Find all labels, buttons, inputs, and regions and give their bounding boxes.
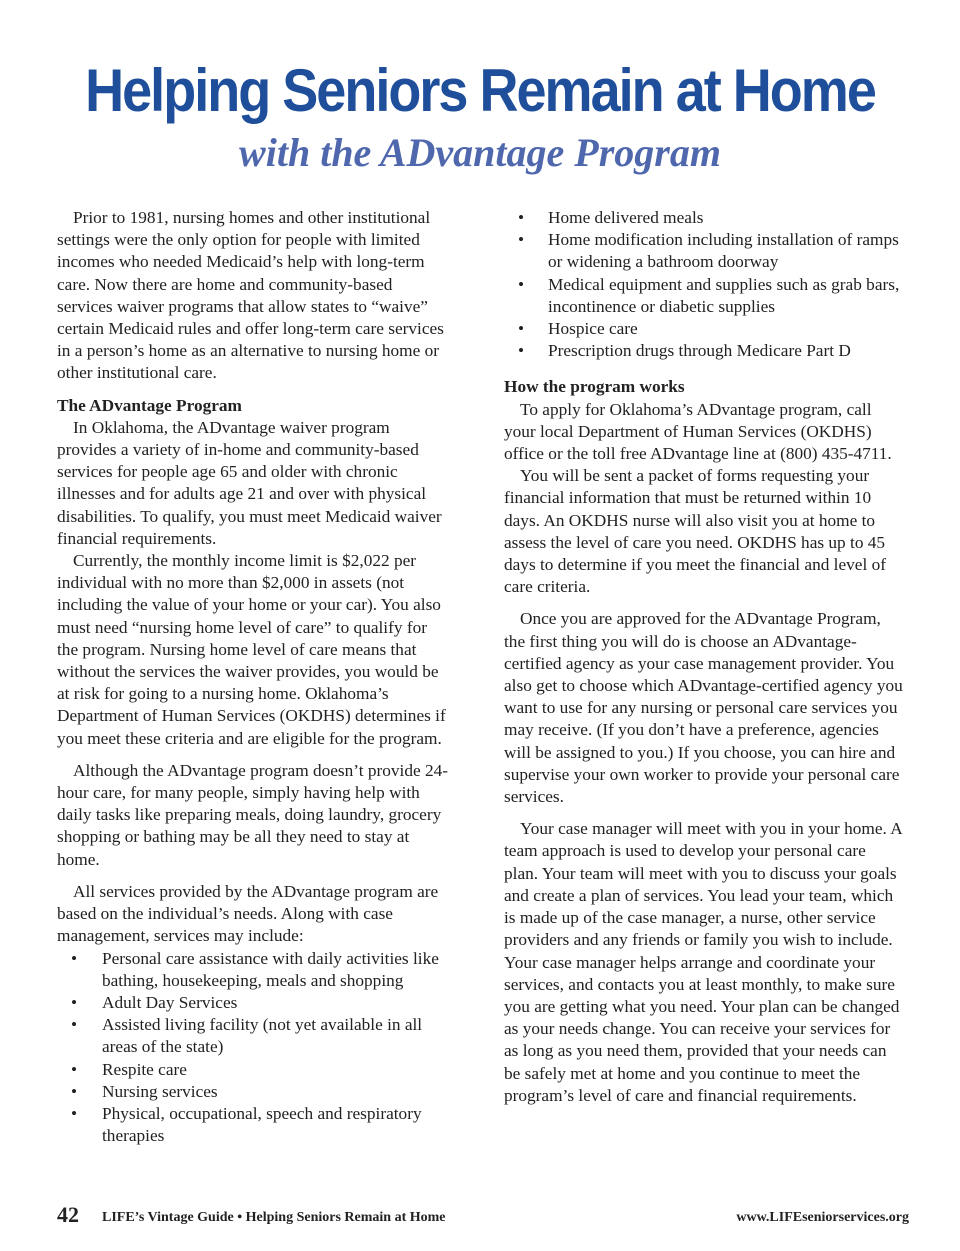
body-paragraph: You will be sent a packet of forms requesting your financial information that must be returned within 10 days. An OKDHS nurse will also visit you at home to assess the level of care you need. OKDHS has up to 45 days to determine if you meet the financial and level of care criteria. xyxy=(504,466,886,597)
body-paragraph: In Oklahoma, the ADvantage waiver program provides a variety of in-home and community-based services for people age 65 and older with chronic illnesses and for adults age 21 and over with physical disabilities. To qualify, you must meet Medicaid waiver financial requirements. xyxy=(57,417,442,548)
list-item-text: Home delivered meals xyxy=(548,208,704,227)
list-item-text: Hospice care xyxy=(548,319,638,339)
list-item xyxy=(504,318,904,340)
bullet-icon: • xyxy=(518,319,525,339)
footer-guide-title: LIFE’s Vintage Guide • Helping Seniors Remain at Home xyxy=(102,1210,446,1225)
list-item xyxy=(57,992,452,1014)
list-item-text: Home modification including installation of ramps or widening a bathroom doorway xyxy=(548,230,899,272)
left-column xyxy=(57,207,452,1147)
list-item-text: Medical equipment and supplies such as grab bars, incontinence or diabetic supplies xyxy=(548,274,900,316)
section-heading-advantage-program: The ADvantage Program xyxy=(57,395,242,415)
page-number: 42 xyxy=(57,1202,79,1227)
services-list-continued xyxy=(504,207,904,362)
bullet-icon: • xyxy=(71,1081,78,1101)
list-item xyxy=(57,1014,452,1058)
list-item-text: Physical, occupational, speech and respiratory therapies xyxy=(102,1103,422,1146)
list-item xyxy=(57,1059,452,1081)
body-paragraph: Although the ADvantage program doesn’t provide 24-hour care, for many people, simply having help with daily tasks like preparing meals, doing laundry, grocery shopping or bathing may be all they need to stay at home. xyxy=(57,760,448,869)
body-paragraph: All services provided by the ADvantage program are based on the individual’s needs. Along with case management, services may include: xyxy=(57,881,439,946)
bullet-icon: • xyxy=(71,1059,78,1079)
intro-paragraph: Prior to 1981, nursing homes and other institutional settings were the only option for people with limited incomes who needed Medicaid’s help with long-term care. Now there are home and community-based services waiver programs that allow states to “waive” certain Medicaid rules and offer long-term care services in a person’s home as an alternative to nursing home or other institutional care. xyxy=(57,208,444,383)
page-title: Helping Seniors Remain at Home xyxy=(85,57,875,124)
footer-url-link[interactable]: www.LIFEseniorservices.org xyxy=(736,1210,909,1225)
page-footer xyxy=(57,1201,909,1231)
list-item xyxy=(504,340,904,362)
body-paragraph: Your case manager will meet with you in your home. A team approach is used to develop your personal care plan. Your team will meet with you to discuss your goals and create a plan of services. You lead your team, which is made up of the case manager, a nurse, other service providers and any friends or family you wish to include. Your case manager helps arrange and coordinate your services, and contacts you at least monthly, to make sure you are getting what you need. Your plan can be changed as your needs change. You can receive your services for as long as you need them, provided that your needs can be safely met at home and you continue to meet the program’s level of care and financial requirements. xyxy=(504,819,902,1105)
section-heading-how-program-works: How the program works xyxy=(504,377,685,397)
bullet-icon: • xyxy=(518,274,525,294)
body-paragraph: Once you are approved for the ADvantage Program, the first thing you will do is choose an ADvantage-certified agency as your case management provider. You also get to choose which ADvantage-certified agency you want to use for any nursing or personal care services you may receive. (If you don’t have a preference, agencies will be assigned to you.) If you choose, you can hire and supervise your own worker to provide your personal care services. xyxy=(504,609,903,807)
list-item xyxy=(57,948,452,992)
bullet-icon: • xyxy=(518,208,525,227)
bullet-icon: • xyxy=(518,341,525,361)
right-column xyxy=(504,207,904,1107)
list-item-text: Assisted living facility (not yet available in all areas of the state) xyxy=(102,1015,423,1057)
bullet-icon: • xyxy=(71,948,78,968)
body-paragraph: To apply for Oklahoma’s ADvantage program, call your local Department of Human Services (OKDHS) office or the toll free ADvantage line at (800) 435-4711. xyxy=(504,399,892,464)
list-item-text: Personal care assistance with daily activities like bathing, housekeeping, meals and shopping xyxy=(102,948,439,990)
list-item-text: Respite care xyxy=(102,1059,187,1079)
list-item xyxy=(504,207,904,229)
list-item xyxy=(57,1103,452,1147)
body-paragraph: Currently, the monthly income limit is $2,022 per individual with no more than $2,000 in assets (not including the value of your home or your car). You also must need “nursing home level of care” to qualify for the program. Nursing home level of care means that without the services the waiver provides, you would be at risk for going to a nursing home. Oklahoma’s Department of Human Services (OKDHS) determines if you meet these criteria and are eligible for the program. xyxy=(57,551,446,748)
list-item xyxy=(504,229,904,273)
bullet-icon: • xyxy=(71,1103,78,1123)
services-list xyxy=(57,948,452,1148)
bullet-icon: • xyxy=(71,1015,78,1035)
bullet-icon: • xyxy=(518,230,525,250)
page-subtitle: with the ADvantage Program xyxy=(239,130,721,175)
list-item-text: Prescription drugs through Medicare Part D xyxy=(548,341,851,361)
bullet-icon: • xyxy=(71,992,78,1012)
list-item xyxy=(57,1081,452,1103)
list-item xyxy=(504,274,904,318)
list-item-text: Nursing services xyxy=(102,1081,218,1101)
list-item-text: Adult Day Services xyxy=(102,992,238,1012)
